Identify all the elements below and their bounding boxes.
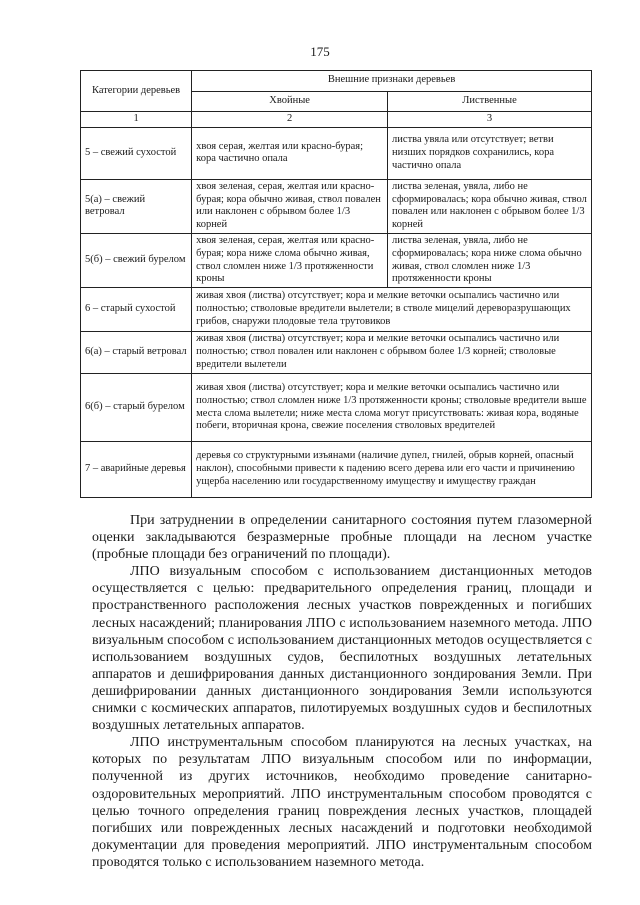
- column-number: 1: [81, 112, 192, 128]
- category-cell: 6(а) – старый ветровал: [81, 332, 192, 374]
- merged-signs-cell: деревья со структурными изъянами (наличие дупел, гнилей, обрыв корней, опасный наклон), способными привести к падению всего дерева или его части и причинению ущерба населению или государственному имуществу и имуществу граждан: [192, 442, 592, 498]
- coniferous-cell: хвоя серая, желтая или красно-бурая; кора частично опала: [192, 127, 388, 179]
- page-number: 175: [310, 44, 330, 59]
- body-text: [92, 512, 592, 871]
- table-row: [81, 179, 592, 233]
- category-cell: 5(б) – свежий бурелом: [81, 233, 192, 287]
- category-cell: 5 – свежий сухостой: [81, 127, 192, 179]
- table-row: [81, 442, 592, 498]
- paragraph: При затруднении в определении санитарного состояния путем глазомерной оценки закладываются безразмерные пробные площади на лесном участке (пробные площади без ограничений по площади).: [92, 513, 592, 563]
- coniferous-cell: хвоя зеленая, серая, желтая или красно-бурая; кора обычно живая, ствол повален или наклонен с обрывом более 1/3 корней: [192, 179, 388, 233]
- table-column-numbers-row: [81, 112, 592, 128]
- header-external-signs: Внешние признаки деревьев: [192, 71, 592, 92]
- header-categories: Категории деревьев: [81, 71, 192, 112]
- category-cell: 5(а) – свежий ветровал: [81, 179, 192, 233]
- sanitary-categories-table: [80, 70, 592, 498]
- deciduous-cell: листва зеленая, увяла, либо не сформировалась; кора ниже слома обычно живая, ствол сломлен ниже 1/3 протяженности кроны: [388, 233, 592, 287]
- table-row: [81, 127, 592, 179]
- category-cell: 7 – аварийные деревья: [81, 442, 192, 498]
- header-deciduous: Лиственные: [388, 91, 592, 112]
- paragraph: ЛПО визуальным способом с использованием дистанционных методов осуществляется с целью: предварительного определения границ, площади и пространственного расположения лесных участков поврежденных и погибших лесных насаждений; планирования ЛПО с использованием наземного метода. ЛПО визуальным способом с использованием дистанционных методов осуществляется с использованием воздушных судов, беспилотных воздушных летательных аппаратов и дешифрирования данных дистанционного зондирования Земли. При дешифрировании данных дистанционного зондирования Земли используются снимки с космических аппаратов, пилотируемых воздушных судов и беспилотных воздушных летательных аппаратов.: [92, 564, 592, 734]
- header-coniferous: Хвойные: [192, 91, 388, 112]
- paragraph: ЛПО инструментальным способом планируются на лесных участках, на которых по результатам ЛПО визуальным способом или по информации, полученной из других источников, необходимо проведение санитарно-оздоровительных мероприятий. ЛПО инструментальным способом проводятся с целью точного определения границ повреждения лесных участков, площадей погибших или поврежденных лесных насаждений и подготовки необходимой документации для проведения мероприятий. ЛПО инструментальным способом проводятся только с использованием наземного метода.: [92, 735, 592, 870]
- merged-signs-cell: живая хвоя (листва) отсутствует; кора и мелкие веточки осыпались частично или полностью; ствол повален или наклонен с обрывом более 1/3 корней; стволовые вредители вылетели: [192, 332, 592, 374]
- merged-signs-cell: живая хвоя (листва) отсутствует; кора и мелкие веточки осыпались частично или полностью; стволовые вредители вылетели; в стволе мицелий дереворазрушающих грибов, снаружи плодовые тела трутовиков: [192, 288, 592, 332]
- table-row: [81, 332, 592, 374]
- merged-signs-cell: живая хвоя (листва) отсутствует; кора и мелкие веточки осыпались частично или полностью; ствол сломлен ниже 1/3 протяженности кроны; стволовые вредители выше места слома вылетели; ниже места слома могут присутствовать: живая кора, водяные побеги, вторичная крона, свежие поселения стволовых вредителей: [192, 374, 592, 442]
- table-header-row: [81, 71, 592, 92]
- table-row: [81, 288, 592, 332]
- column-number: 2: [192, 112, 388, 128]
- deciduous-cell: листва зеленая, увяла, либо не сформировалась; кора обычно живая, ствол повален или наклонен с обрывом более 1/3 корней: [388, 179, 592, 233]
- coniferous-cell: хвоя зеленая, серая, желтая или красно-бурая; кора ниже слома обычно живая, ствол сломлен ниже 1/3 протяженности кроны: [192, 233, 388, 287]
- column-number: 3: [388, 112, 592, 128]
- category-cell: 6 – старый сухостой: [81, 288, 192, 332]
- deciduous-cell: листва увяла или отсутствует; ветви низших порядков сохранились, кора частично опала: [388, 127, 592, 179]
- table-row: [81, 233, 592, 287]
- table-row: [81, 374, 592, 442]
- category-cell: 6(б) – старый бурелом: [81, 374, 192, 442]
